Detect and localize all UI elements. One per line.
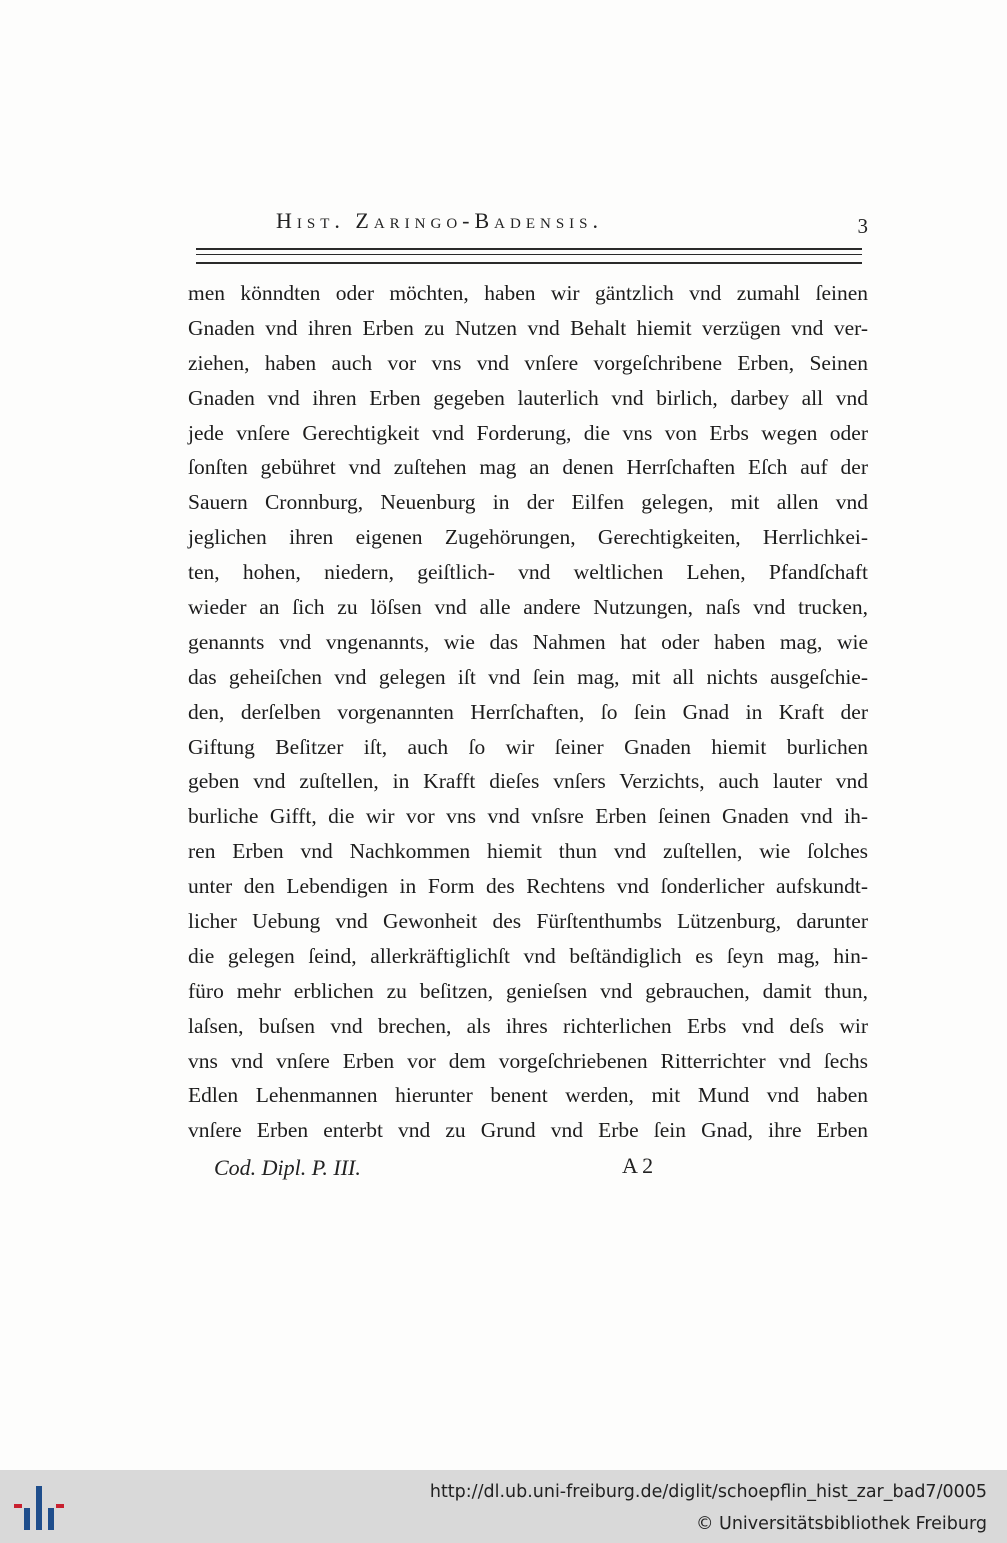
ub-freiburg-logo-icon[interactable]: [14, 1482, 66, 1534]
sheet-mark: A 2: [622, 1153, 654, 1178]
logo-bar-left: [24, 1508, 30, 1530]
header-rule-bottom: [196, 262, 862, 264]
text-line: jeglichen ihren eigenen Zugehörungen, Gerechtigkeiten, Herrlichkei-: [188, 525, 868, 550]
text-line: licher Uebung vnd Gewonheit des Fürſtenthumbs Lützenburg, darunter: [188, 909, 868, 934]
text-line: vns vnd vnſere Erben vor dem vorgeſchriebenen Ritterrichter vnd ſechs: [188, 1048, 868, 1073]
page-number: 3: [857, 214, 868, 238]
text-line: vnſere Erben enterbt vnd zu Grund vnd Erbe ſein Gnad, ihre Erben: [188, 1118, 868, 1143]
text-line: men könndten oder möchten, haben wir gäntzlich vnd zumahl ſeinen: [188, 281, 868, 305]
text-line: laſsen, buſsen vnd brechen, als ihres richterlichen Erbs vnd deſs wir: [188, 1013, 868, 1038]
text-line: wieder an ſich zu löſsen vnd alle andere Nutzungen, naſs vnd trucken,: [188, 595, 868, 620]
text-line: den, derſelben vorgenannten Herrſchaften, ſo ſein Gnad in Kraft der: [188, 699, 868, 724]
logo-dash-left: [14, 1504, 22, 1508]
text-line: genannts vnd vngenannts, wie das Nahmen hat oder haben mag, wie: [188, 629, 868, 654]
permalink-url[interactable]: http://dl.ub.uni-freiburg.de/diglit/schoepflin_hist_zar_bad7/0005: [429, 1482, 987, 1502]
viewer-footer-bar: [0, 1470, 1007, 1543]
logo-bar-right: [48, 1508, 54, 1530]
body-text: [188, 276, 868, 1148]
text-line: geben vnd zuſtellen, in Krafft dieſes vnſers Verzichts, auch lauter vnd: [188, 769, 868, 794]
running-title: Hist. Zaringo-Badensis.: [276, 208, 603, 233]
text-line: ſonſten gebühret vnd zuſtehen mag an denen Herrſchaften Eſch auf der: [188, 455, 868, 480]
text-line: Gnaden vnd ihren Erben gegeben lauterlich vnd birlich, darbey all vnd: [188, 385, 868, 410]
text-line: die gelegen ſeind, allerkräftiglichſt vnd beſtändiglich es ſeyn mag, hin-: [188, 943, 868, 968]
text-line: burliche Gifft, die wir vor vns vnd vnſsre Erben ſeinen Gnaden vnd ih-: [188, 804, 868, 829]
logo-dash-right: [56, 1504, 64, 1508]
text-line: ten, hohen, niedern, geiſtlich- vnd weltlichen Lehen, Pfandſchaft: [188, 560, 868, 585]
text-line: unter den Lebendigen in Form des Rechtens vnd ſonderlicher aufskundt-: [188, 874, 868, 899]
copyright-notice: © Universitätsbibliothek Freiburg: [695, 1514, 987, 1534]
text-line: Sauern Cronnburg, Neuenburg in der Eilfen gelegen, mit allen vnd: [188, 490, 868, 515]
header-rule-top: [196, 248, 862, 250]
text-line: jede vnſere Gerechtigkeit vnd Forderung, die vns von Erbs wegen oder: [188, 420, 868, 445]
signature-mark: Cod. Dipl. P. III.: [214, 1155, 361, 1180]
text-line: Giftung Beſitzer iſt, auch ſo wir ſeiner Gnaden hiemit burlichen: [188, 734, 868, 759]
text-line: füro mehr erblichen zu beſitzen, genieſsen vnd gebrauchen, damit thun,: [188, 978, 868, 1003]
text-line: Gnaden vnd ihren Erben zu Nutzen vnd Behalt hiemit verzügen vnd ver-: [188, 315, 868, 340]
logo-bar-center: [36, 1486, 42, 1530]
text-line: das geheiſchen vnd gelegen iſt vnd ſein mag, mit all nichts ausgeſchie-: [188, 664, 868, 689]
text-line: ren Erben vnd Nachkommen hiemit thun vnd zuſtellen, wie ſolches: [188, 839, 868, 864]
header-rule-middle: [196, 254, 862, 255]
text-line: Edlen Lehenmannen hierunter benent werden, mit Mund vnd haben: [188, 1083, 868, 1108]
text-line: ziehen, haben auch vor vns vnd vnſere vorgeſchribene Erben, Seinen: [188, 350, 868, 375]
running-head: [190, 208, 868, 240]
